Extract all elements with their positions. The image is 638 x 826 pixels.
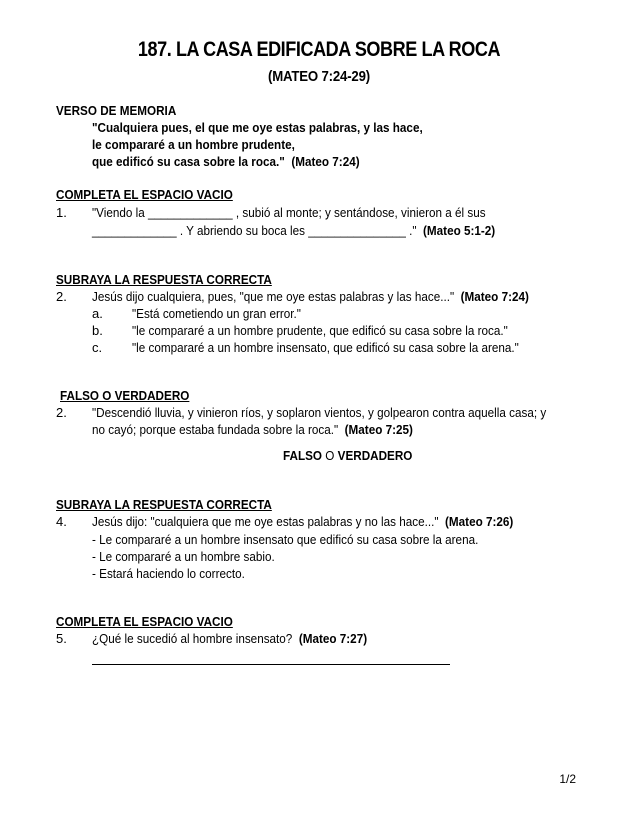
option-c-letter: c.	[92, 340, 103, 355]
section1-text-a: "Viendo la	[92, 205, 145, 220]
section4-option-3[interactable]: - Estará haciendo lo correcto.	[92, 566, 245, 581]
section2-question-text: Jesús dijo cualquiera, pues, "que me oye estas palabras y las hace..."	[92, 289, 455, 304]
option-b-letter: b.	[92, 323, 103, 338]
page-title: 187. LA CASA EDIFICADA SOBRE LA ROCA	[137, 38, 501, 61]
section1-text-d: ."	[409, 223, 417, 238]
section5-number: 5.	[56, 631, 67, 646]
fill-blank-3[interactable]: _______________	[308, 223, 406, 238]
section3-line-2	[92, 422, 413, 437]
section1-line-1	[92, 205, 486, 220]
section2-heading: SUBRAYA LA RESPUESTA CORRECTA	[56, 272, 272, 287]
section1-text-b: , subió al monte; y sentándose, vinieron a él sus	[235, 205, 486, 220]
section5-question	[92, 631, 367, 646]
true-option[interactable]: VERDADERO	[337, 448, 413, 463]
false-option[interactable]: FALSO	[283, 448, 323, 463]
section4-number: 4.	[56, 514, 67, 529]
section1-text-c: . Y abriendo su boca les	[179, 223, 305, 238]
answer-line[interactable]	[92, 664, 450, 665]
true-false-answer	[283, 448, 412, 463]
section5-heading: COMPLETA EL ESPACIO VACIO	[56, 614, 233, 629]
section2-question	[92, 289, 529, 304]
section1-heading: COMPLETA EL ESPACIO VACIO	[56, 187, 233, 202]
page-subtitle: (MATEO 7:24-29)	[267, 68, 370, 85]
or-label: O	[325, 448, 335, 463]
section4-question	[92, 514, 513, 529]
memory-heading: VERSO DE MEMORIA	[56, 103, 177, 118]
section3-line-1: "Descendió lluvia, y vinieron ríos, y soplaron vientos, y golpearon contra aquella casa; y	[92, 405, 547, 420]
memory-line-3-text: que edificó su casa sobre la roca."	[92, 154, 285, 169]
option-a-text[interactable]: "Está cometiendo un gran error."	[132, 306, 301, 321]
fill-blank-1[interactable]: _____________	[147, 205, 233, 220]
section1-reference: (Mateo 5:1-2)	[423, 223, 496, 238]
option-c-text[interactable]: "le compararé a un hombre insensato, que edificó su casa sobre la arena."	[132, 340, 519, 355]
section4-question-text: Jesús dijo: "cualquiera que me oye estas palabras y no las hace..."	[92, 514, 439, 529]
memory-line-3	[92, 154, 360, 169]
option-a-letter: a.	[92, 306, 103, 321]
section5-reference: (Mateo 7:27)	[298, 631, 368, 646]
page-number: 1/2	[559, 772, 576, 786]
section2-number: 2.	[56, 289, 67, 304]
section2-reference: (Mateo 7:24)	[460, 289, 529, 304]
fill-blank-2[interactable]: _____________	[92, 223, 177, 238]
section3-line-2-text: no cayó; porque estaba fundada sobre la roca."	[92, 422, 339, 437]
section4-option-2[interactable]: - Le compararé a un hombre sabio.	[92, 549, 275, 564]
section3-heading: FALSO O VERDADERO	[60, 388, 190, 403]
memory-line-2: le compararé a un hombre prudente,	[92, 137, 295, 152]
section5-question-text: ¿Qué le sucedió al hombre insensato?	[92, 631, 293, 646]
section1-line-2	[92, 223, 495, 238]
section3-number: 2.	[56, 405, 67, 420]
section1-number: 1.	[56, 205, 67, 220]
section4-option-1[interactable]: - Le compararé a un hombre insensato que edificó su casa sobre la arena.	[92, 532, 479, 547]
memory-reference: (Mateo 7:24)	[291, 154, 360, 169]
option-b-text[interactable]: "le compararé a un hombre prudente, que edificó su casa sobre la roca."	[132, 323, 508, 338]
section4-heading: SUBRAYA LA RESPUESTA CORRECTA	[56, 497, 272, 512]
section4-reference: (Mateo 7:26)	[445, 514, 514, 529]
section3-reference: (Mateo 7:25)	[344, 422, 413, 437]
memory-line-1: "Cualquiera pues, el que me oye estas palabras, y las hace,	[92, 120, 423, 135]
